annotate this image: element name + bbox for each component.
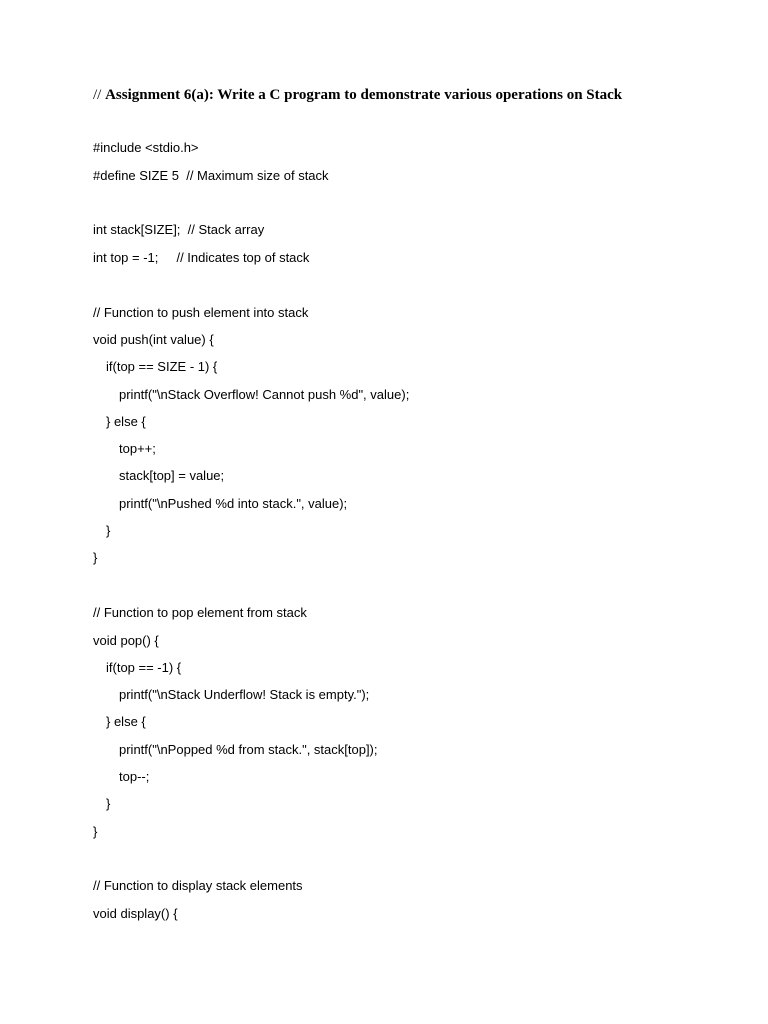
code-line-pop-if: if(top == -1) { [106, 660, 182, 675]
code-line-push-comment: // Function to push element into stack [93, 305, 309, 320]
code-line-push-else: } else { [106, 414, 146, 429]
code-line-push-close: } [93, 550, 98, 565]
code-line-pop-decrement: top--; [119, 769, 150, 784]
title-comment-prefix: // [93, 87, 106, 103]
code-line-display-signature: void display() { [93, 906, 178, 921]
code-line-pop-printf: printf("\nPopped %d from stack.", stack[top]); [119, 742, 378, 757]
title-text: Assignment 6(a): Write a C program to demonstrate various operations on Stack [105, 87, 623, 103]
code-line-pop-signature: void pop() { [93, 633, 159, 648]
code-line-stack-array: int stack[SIZE]; // Stack array [93, 222, 265, 237]
code-line-include: #include <stdio.h> [93, 140, 199, 155]
code-line-pop-underflow-printf: printf("\nStack Underflow! Stack is empty."); [119, 687, 370, 702]
assignment-title [93, 86, 622, 104]
code-line-pop-close: } [93, 824, 98, 839]
code-line-push-increment: top++; [119, 441, 156, 456]
code-line-define: #define SIZE 5 // Maximum size of stack [93, 168, 329, 183]
code-line-pop-else: } else { [106, 714, 146, 729]
code-line-pop-comment: // Function to pop element from stack [93, 605, 307, 620]
code-line-push-overflow-printf: printf("\nStack Overflow! Cannot push %d", value); [119, 387, 410, 402]
code-line-top-var: int top = -1; // Indicates top of stack [93, 250, 310, 265]
code-line-pop-close-else: } [106, 796, 111, 811]
code-line-push-if: if(top == SIZE - 1) { [106, 359, 218, 374]
code-line-push-close-else: } [106, 523, 111, 538]
code-line-push-signature: void push(int value) { [93, 332, 214, 347]
code-line-push-printf: printf("\nPushed %d into stack.", value); [119, 496, 348, 511]
code-line-push-assign: stack[top] = value; [119, 468, 225, 483]
code-line-display-comment: // Function to display stack elements [93, 878, 303, 893]
